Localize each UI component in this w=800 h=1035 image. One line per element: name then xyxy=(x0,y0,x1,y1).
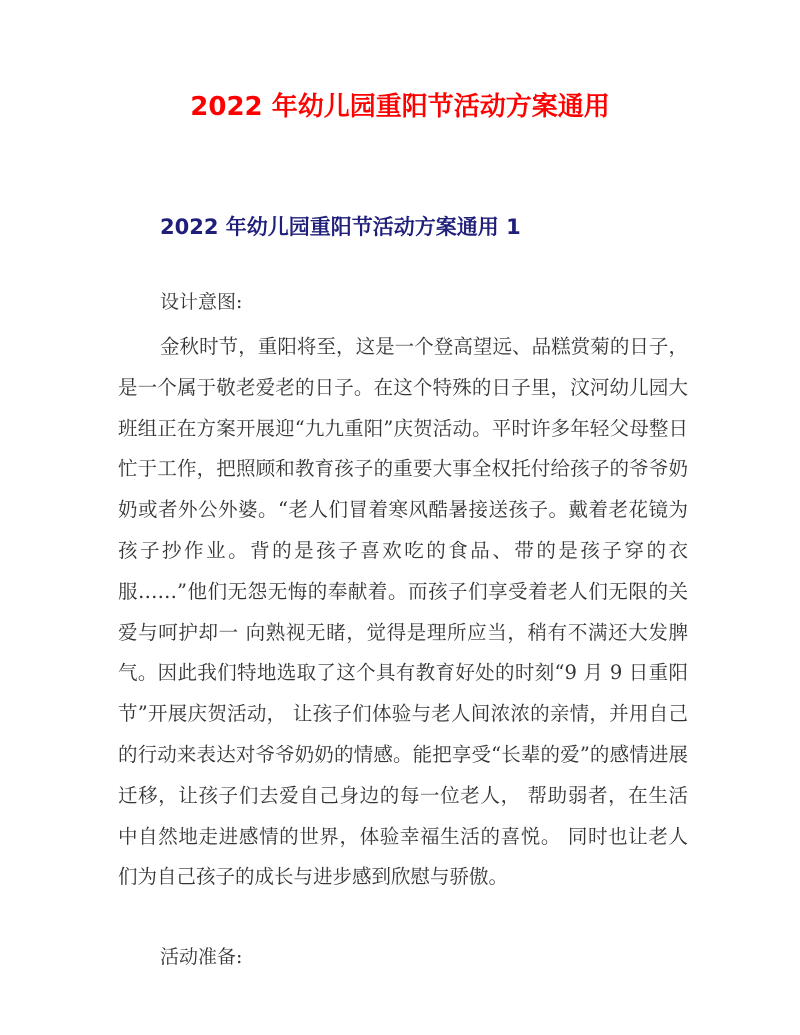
design-intent-paragraph: 金秋时节，重阳将至，这是一个登高望远、品糕赏菊的日子，是一个属于敬老爱老的日子。在这个特殊的日子里，汶河幼儿园大班组正在方案开展迎“九九重阳”庆贺活动。平时许多年轻父母整日忙于工作，把照顾和教育孩子的重要大事全权托付给孩子的爷爷奶奶或者外公外婆。“老人们冒着寒风酷暑接送孩子。戴着老花镜为孩子抄作业。背的是孩子喜欢吃的食品、带的是孩子穿的衣服……”他们无怨无悔的奉献着。而孩子们享受着老人们无限的关爱与呵护却一 向熟视无睹，觉得是理所应当，稍有不满还大发脾气。因此我们特地选取了这个具有教育好处的时刻“9 月 9 日重阳节”开展庆贺活动， 让孩子们体验与老人间浓浓的亲情，并用自己的行动来表达对爷爷奶奶的情感。能把享受“长辈的爱”的感情进展迁移，让孩子们去爱自己身边的每一位老人， 帮助弱者，在生活中自然地走进感情的世界，体验幸福生活的喜悦。 同时也让老人们为自己孩子的成长与进步感到欣慰与骄傲。 xyxy=(118,335,688,889)
activity-prep-label: 活动准备: xyxy=(160,946,243,968)
design-intent-label: 设计意图: xyxy=(160,291,243,313)
document-title: 2022 年幼儿园重阳节活动方案通用 xyxy=(190,92,610,122)
section-title: 2022 年幼儿园重阳节活动方案通用 1 xyxy=(160,215,521,239)
